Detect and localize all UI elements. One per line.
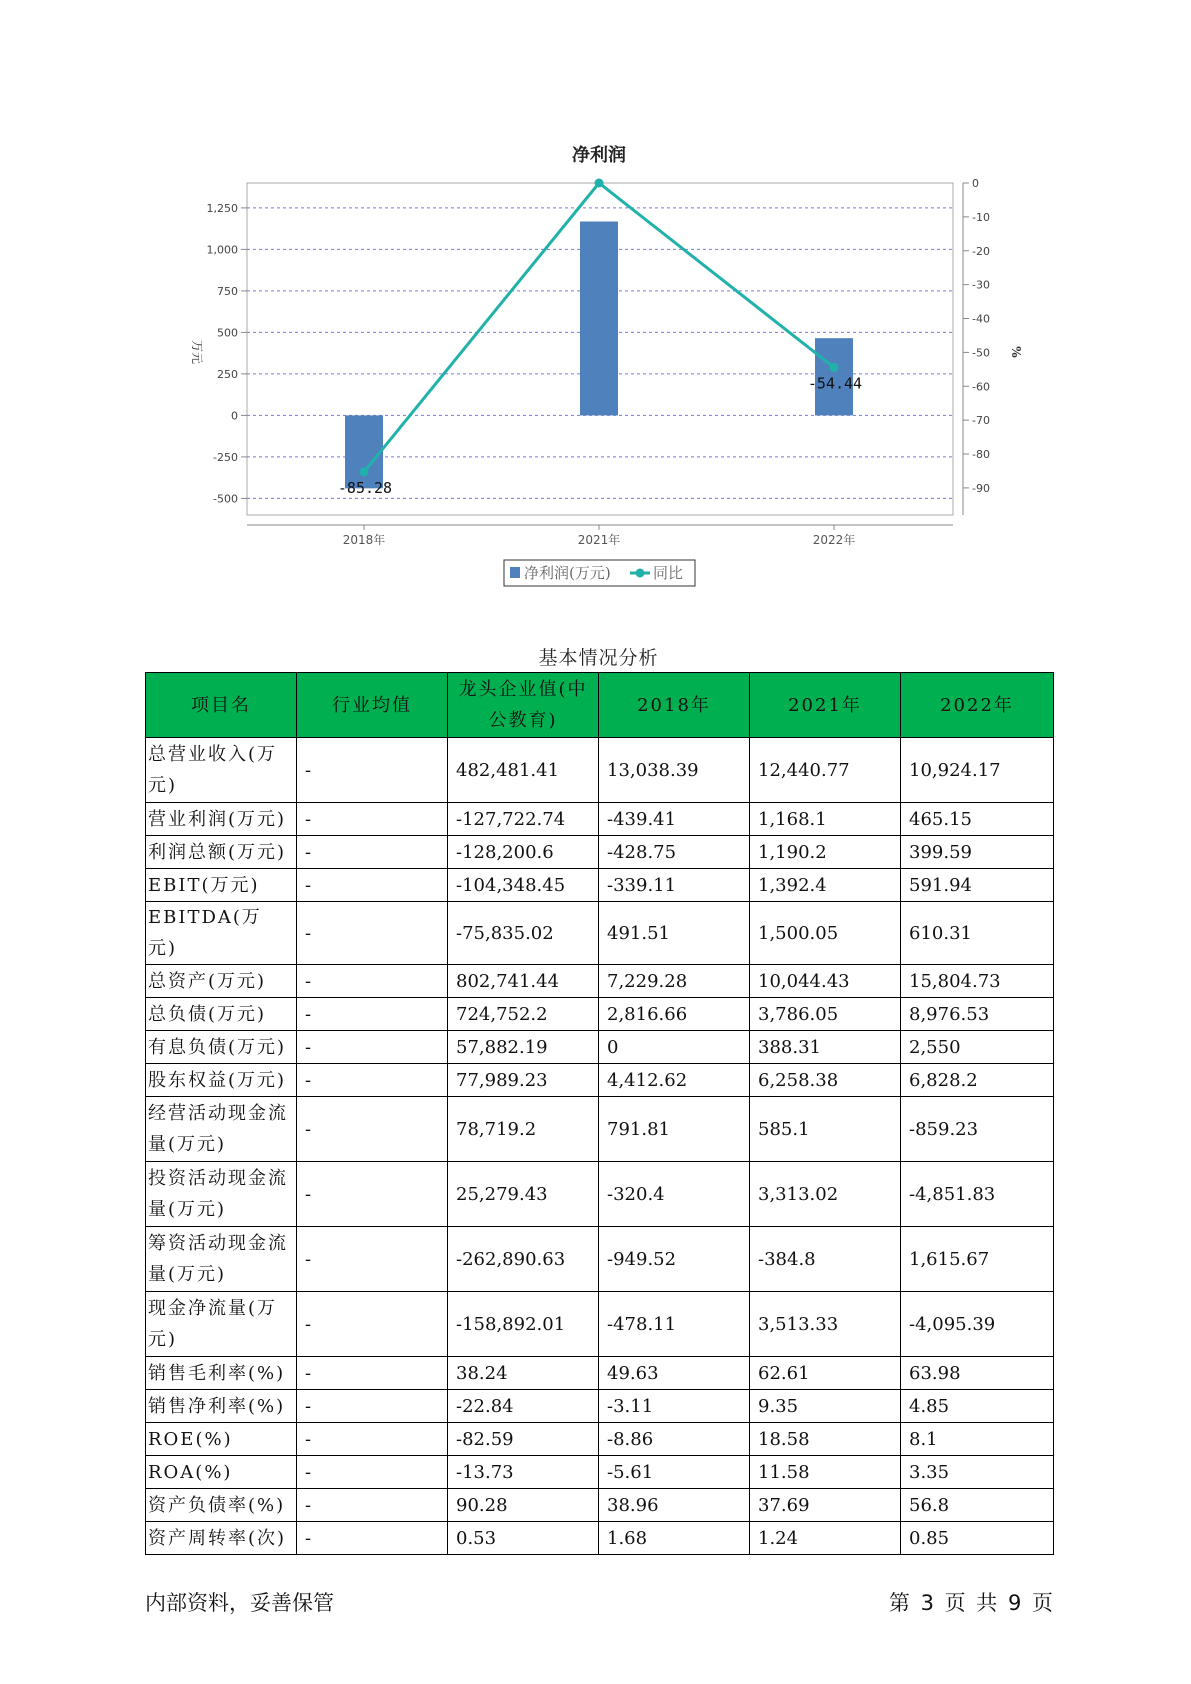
row-value: 7,229.28 [599, 965, 750, 998]
row-value: - [297, 1522, 448, 1555]
row-value: - [297, 1390, 448, 1423]
bar [580, 221, 618, 415]
y2-tick-label: -70 [972, 414, 990, 428]
row-label: ROE(%) [146, 1423, 297, 1456]
row-value: 62.61 [750, 1357, 901, 1390]
header-2022: 2022年 [901, 673, 1054, 738]
row-value: 1,500.05 [750, 902, 901, 965]
x-tick-label: 2021年 [577, 533, 621, 547]
row-label: 总负债(万元) [146, 998, 297, 1031]
row-value: 57,882.19 [448, 1031, 599, 1064]
table-row [146, 1162, 1054, 1227]
row-value: 2,550 [901, 1031, 1054, 1064]
row-value: 610.31 [901, 902, 1054, 965]
row-value: 388.31 [750, 1031, 901, 1064]
row-value: -127,722.74 [448, 803, 599, 836]
row-label: 总资产(万元) [146, 965, 297, 998]
row-value: - [297, 1489, 448, 1522]
legend-line-marker [636, 569, 645, 578]
row-value: 724,752.2 [448, 998, 599, 1031]
table-row [146, 836, 1054, 869]
row-value: -949.52 [599, 1227, 750, 1292]
row-value: -13.73 [448, 1456, 599, 1489]
row-value: -262,890.63 [448, 1227, 599, 1292]
row-value: - [297, 1292, 448, 1357]
bar [345, 415, 383, 488]
y2-tick-label: 0 [972, 177, 979, 190]
table-row [146, 1423, 1054, 1456]
y-tick-label: 250 [217, 367, 238, 381]
row-value: -859.23 [901, 1097, 1054, 1162]
row-value: -8.86 [599, 1423, 750, 1456]
row-value: 802,741.44 [448, 965, 599, 998]
y-tick-label: 750 [217, 284, 238, 298]
header-industry-avg: 行业均值 [297, 673, 448, 738]
row-value: 56.8 [901, 1489, 1054, 1522]
row-value: 25,279.43 [448, 1162, 599, 1227]
data-label: -85.28 [337, 478, 393, 497]
legend-bar-swatch [510, 567, 520, 578]
row-value: 8.1 [901, 1423, 1054, 1456]
row-value: - [297, 738, 448, 803]
legend-bar-label: 净利润(万元) [524, 564, 611, 582]
y2-tick-label: -10 [972, 210, 990, 224]
row-value: -104,348.45 [448, 869, 599, 902]
row-value: - [297, 965, 448, 998]
row-value: 15,804.73 [901, 965, 1054, 998]
y2-tick-label: -90 [972, 481, 990, 495]
row-label: 总营业收入(万元) [146, 738, 297, 803]
y2-axis-label: % [1009, 346, 1023, 358]
row-value: 0.53 [448, 1522, 599, 1555]
row-value: - [297, 1162, 448, 1227]
table-title: 基本情况分析 [538, 647, 659, 669]
row-value: 0.85 [901, 1522, 1054, 1555]
row-value: 482,481.41 [448, 738, 599, 803]
row-value: -82.59 [448, 1423, 599, 1456]
row-value: -320.4 [599, 1162, 750, 1227]
y-tick-label: -250 [213, 450, 238, 464]
row-value: 591.94 [901, 869, 1054, 902]
y2-tick-label: -30 [972, 278, 990, 292]
row-value: 1.68 [599, 1522, 750, 1555]
row-label: 销售毛利率(%) [146, 1357, 297, 1390]
row-value: -4,095.39 [901, 1292, 1054, 1357]
row-value: - [297, 1423, 448, 1456]
row-value: 78,719.2 [448, 1097, 599, 1162]
row-value: - [297, 1064, 448, 1097]
row-value: 1,615.67 [901, 1227, 1054, 1292]
row-label: 筹资活动现金流量(万元) [146, 1227, 297, 1292]
header-2021: 2021年 [750, 673, 901, 738]
header-item-name: 项目名 [146, 673, 297, 738]
row-value: - [297, 1097, 448, 1162]
y-tick-label: 500 [217, 326, 238, 340]
y-axis-label: 万元 [190, 339, 204, 365]
row-value: 791.81 [599, 1097, 750, 1162]
y2-tick-label: -80 [972, 448, 990, 462]
y2-tick-label: -20 [972, 244, 990, 258]
row-label: 经营活动现金流量(万元) [146, 1097, 297, 1162]
row-value: 38.96 [599, 1489, 750, 1522]
row-label: 投资活动现金流量(万元) [146, 1162, 297, 1227]
table-row [146, 869, 1054, 902]
row-value: 10,044.43 [750, 965, 901, 998]
row-value: 6,828.2 [901, 1064, 1054, 1097]
y-tick-label: 1,250 [206, 201, 238, 215]
row-value: 491.51 [599, 902, 750, 965]
table-row [146, 965, 1054, 998]
row-value: 13,038.39 [599, 738, 750, 803]
table-row [146, 1292, 1054, 1357]
row-value: 4,412.62 [599, 1064, 750, 1097]
chart-title: 净利润 [572, 145, 626, 166]
table-header-row [146, 673, 1054, 738]
row-value: 6,258.38 [750, 1064, 901, 1097]
row-value: 37.69 [750, 1489, 901, 1522]
row-label: 利润总额(万元) [146, 836, 297, 869]
table-row [146, 902, 1054, 965]
row-value: -22.84 [448, 1390, 599, 1423]
row-value: -5.61 [599, 1456, 750, 1489]
y-tick-label: 0 [231, 409, 238, 423]
row-value: 1.24 [750, 1522, 901, 1555]
row-label: EBIT(万元) [146, 869, 297, 902]
row-value: 2,816.66 [599, 998, 750, 1031]
row-value: - [297, 1357, 448, 1390]
y-tick-label: -500 [213, 492, 238, 506]
row-value: - [297, 1227, 448, 1292]
basic-analysis-table [145, 672, 1054, 1555]
y-tick-label: 1,000 [206, 243, 238, 257]
row-value: -428.75 [599, 836, 750, 869]
row-value: - [297, 902, 448, 965]
x-tick-label: 2022年 [812, 533, 856, 547]
row-value: - [297, 836, 448, 869]
table-row [146, 1227, 1054, 1292]
table-row [146, 1097, 1054, 1162]
row-value: - [297, 1031, 448, 1064]
x-tick-label: 2018年 [342, 533, 386, 547]
row-value: -439.41 [599, 803, 750, 836]
row-value: 12,440.77 [750, 738, 901, 803]
row-value: 8,976.53 [901, 998, 1054, 1031]
row-value: 9.35 [750, 1390, 901, 1423]
row-value: 90.28 [448, 1489, 599, 1522]
row-value: - [297, 869, 448, 902]
row-value: -339.11 [599, 869, 750, 902]
table-row [146, 998, 1054, 1031]
row-value: 1,168.1 [750, 803, 901, 836]
page-number: 第 3 页 共 9 页 [888, 1591, 1053, 1615]
row-value: 4.85 [901, 1390, 1054, 1423]
row-value: 11.58 [750, 1456, 901, 1489]
row-label: 股东权益(万元) [146, 1064, 297, 1097]
row-value: 3,786.05 [750, 998, 901, 1031]
row-value: 3.35 [901, 1456, 1054, 1489]
row-value: -128,200.6 [448, 836, 599, 869]
row-label: EBITDA(万元) [146, 902, 297, 965]
row-value: 585.1 [750, 1097, 901, 1162]
header-2018: 2018年 [599, 673, 750, 738]
row-value: -478.11 [599, 1292, 750, 1357]
row-value: -3.11 [599, 1390, 750, 1423]
y2-tick-label: -40 [972, 312, 990, 326]
row-label: 资产周转率(次) [146, 1522, 297, 1555]
yoy-point [595, 179, 604, 188]
row-value: -4,851.83 [901, 1162, 1054, 1227]
table-row [146, 1390, 1054, 1423]
row-value: - [297, 998, 448, 1031]
yoy-point [360, 467, 369, 476]
confidential-note: 内部资料，妥善保管 [145, 1591, 334, 1615]
row-value: -75,835.02 [448, 902, 599, 965]
row-value: -158,892.01 [448, 1292, 599, 1357]
y2-tick-label: -60 [972, 380, 990, 394]
table-row [146, 1031, 1054, 1064]
row-value: 0 [599, 1031, 750, 1064]
row-value: 10,924.17 [901, 738, 1054, 803]
table-row [146, 1522, 1054, 1555]
row-label: ROA(%) [146, 1456, 297, 1489]
table-row [146, 738, 1054, 803]
table-row [146, 803, 1054, 836]
data-label: -54.44 [807, 374, 863, 393]
net-profit-chart [0, 0, 1191, 620]
row-value: - [297, 1456, 448, 1489]
row-value: 3,513.33 [750, 1292, 901, 1357]
y2-tick-label: -50 [972, 346, 990, 360]
row-value: 1,392.4 [750, 869, 901, 902]
row-value: - [297, 803, 448, 836]
row-value: 18.58 [750, 1423, 901, 1456]
row-label: 现金净流量(万元) [146, 1292, 297, 1357]
row-label: 营业利润(万元) [146, 803, 297, 836]
row-value: 38.24 [448, 1357, 599, 1390]
table-row [146, 1064, 1054, 1097]
row-value: 399.59 [901, 836, 1054, 869]
row-value: -384.8 [750, 1227, 901, 1292]
legend-line-label: 同比 [653, 564, 684, 582]
row-value: 49.63 [599, 1357, 750, 1390]
row-value: 465.15 [901, 803, 1054, 836]
row-value: 63.98 [901, 1357, 1054, 1390]
row-label: 有息负债(万元) [146, 1031, 297, 1064]
yoy-point [830, 363, 839, 372]
chart-canvas [0, 0, 1191, 620]
table-row [146, 1489, 1054, 1522]
header-leader-value: 龙头企业值(中公教育) [448, 673, 599, 738]
table-row [146, 1456, 1054, 1489]
row-value: 77,989.23 [448, 1064, 599, 1097]
row-value: 1,190.2 [750, 836, 901, 869]
row-label: 资产负债率(%) [146, 1489, 297, 1522]
row-label: 销售净利率(%) [146, 1390, 297, 1423]
row-value: 3,313.02 [750, 1162, 901, 1227]
table-row [146, 1357, 1054, 1390]
